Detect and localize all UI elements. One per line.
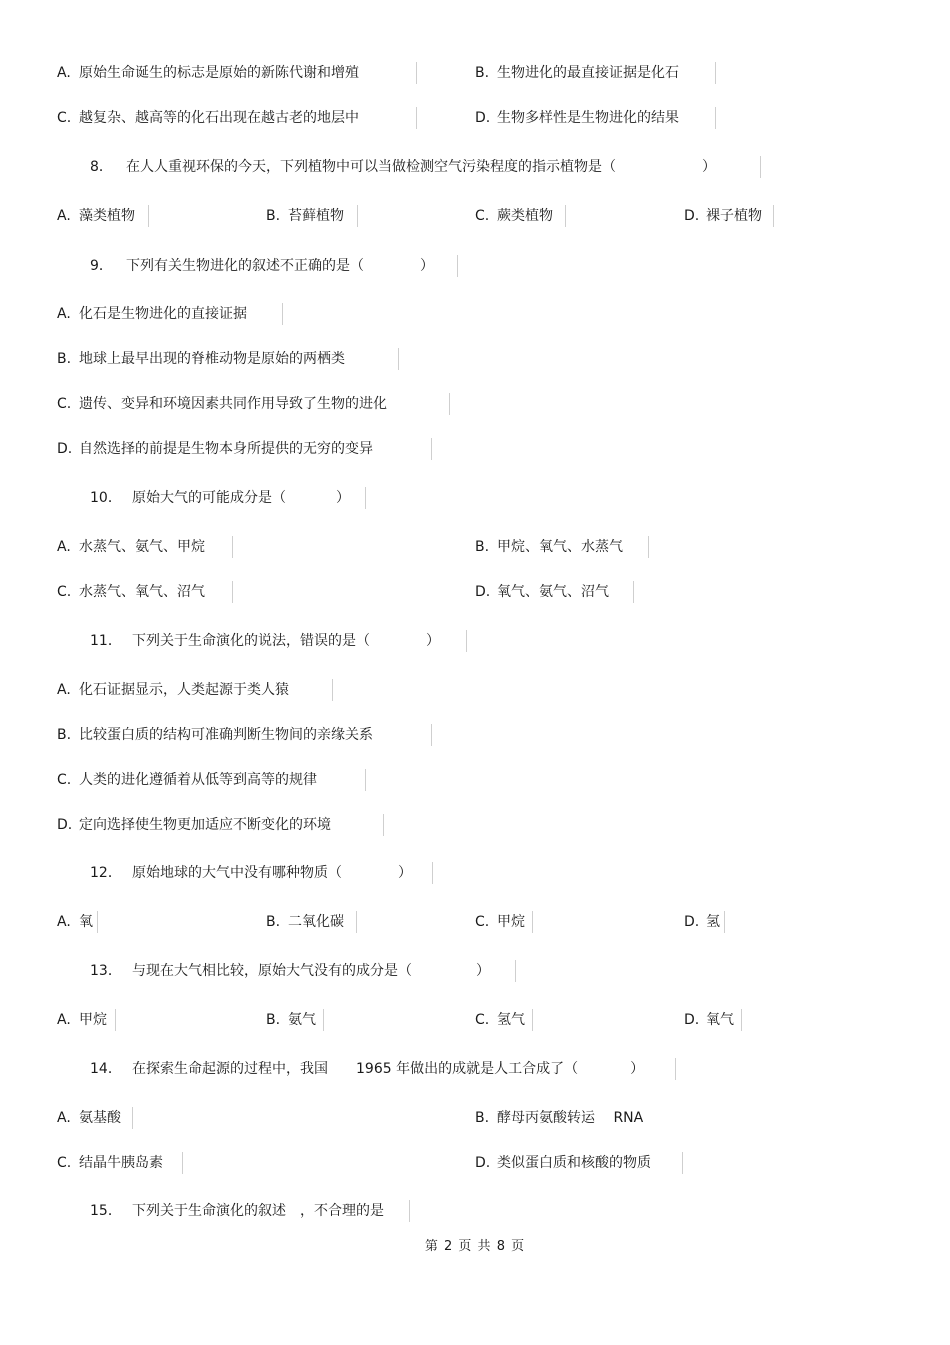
answer-paren: ） [630, 1061, 645, 1077]
option-text: 氧气 [706, 1012, 734, 1028]
option-text: 遗传、变异和环境因素共同作用导致了生物的进化 [79, 396, 387, 412]
question-12 [90, 863, 412, 883]
question-number: 15． [90, 1203, 122, 1219]
q9-option-b [57, 349, 345, 369]
answer-paren: ） [398, 865, 412, 881]
option-letter: C. [57, 396, 72, 412]
field-divider [532, 911, 533, 933]
q10-option-b [475, 537, 623, 557]
option-text: 蕨类植物 [497, 208, 553, 224]
field-divider [398, 348, 399, 370]
question-text: 下列关于生命演化的叙述 ，不合理的是 [132, 1203, 384, 1219]
option-letter: A. [57, 65, 71, 81]
option-letter: C. [475, 1012, 490, 1028]
q11-option-b [57, 725, 373, 745]
option-letter: A. [57, 682, 71, 698]
option-letter: A. [57, 914, 71, 930]
option-letter: A. [57, 539, 71, 555]
q10-option-a [57, 537, 205, 557]
answer-paren: ） [702, 159, 716, 175]
answer-paren: ） [336, 490, 350, 506]
option-letter: B. [57, 351, 72, 367]
question-text: 下列关于生命演化的说法，错误的是（ [132, 633, 370, 649]
question-15 [90, 1201, 384, 1221]
field-divider [282, 303, 283, 325]
option-letter: A. [57, 1110, 71, 1126]
question-9 [90, 256, 434, 276]
question-10 [90, 488, 350, 508]
option-letter: C. [57, 110, 72, 126]
option-text: 越复杂、越高等的化石出现在越古老的地层中 [79, 110, 359, 126]
q7-option-b [475, 63, 679, 83]
option-letter: A. [57, 1012, 71, 1028]
question-text: 与现在大气相比较，原始大气没有的成分是（ [132, 963, 412, 979]
field-divider [182, 1152, 183, 1174]
field-divider [232, 536, 233, 558]
option-letter: B. [57, 727, 72, 743]
question-13 [90, 961, 490, 981]
option-text: 酵母丙氨酸转运 RNA [497, 1110, 644, 1126]
field-divider [648, 536, 649, 558]
option-letter: D. [684, 1012, 700, 1028]
option-letter: B. [266, 914, 281, 930]
field-divider [682, 1152, 683, 1174]
option-text: 类似蛋白质和核酸的物质 [497, 1155, 651, 1171]
q13-option-d [684, 1010, 734, 1030]
question-text: 在人人重视环保的今天，下列植物中可以当做检测空气污染程度的指示植物是（ [126, 159, 616, 175]
option-letter: B. [266, 1012, 281, 1028]
q7-option-c [57, 108, 359, 128]
field-divider [148, 205, 149, 227]
field-divider [323, 1009, 324, 1031]
field-divider [332, 679, 333, 701]
q12-option-d [684, 912, 720, 932]
page-footer: 第 2 页 共 8 页 [424, 1239, 526, 1254]
q8-option-d [684, 206, 762, 226]
option-text: 氧气、氨气、沼气 [497, 584, 609, 600]
question-14 [90, 1059, 644, 1079]
q14-option-b [475, 1108, 643, 1128]
q14-option-a [57, 1108, 121, 1128]
question-text: 原始地球的大气中没有哪种物质（ [132, 865, 342, 881]
q13-option-a [57, 1010, 107, 1030]
option-text: 化石证据显示，人类起源于类人猿 [79, 682, 289, 698]
field-divider [431, 438, 432, 460]
q13-option-c [475, 1010, 525, 1030]
question-number: 10． [90, 490, 122, 506]
field-divider [633, 581, 634, 603]
question-8 [90, 157, 716, 177]
option-letter: B. [475, 539, 490, 555]
q10-option-d [475, 582, 609, 602]
option-text: 水蒸气、氨气、甲烷 [79, 539, 205, 555]
field-divider [773, 205, 774, 227]
field-divider [365, 487, 366, 509]
option-letter: C. [475, 914, 490, 930]
option-text: 甲烷、氧气、水蒸气 [497, 539, 623, 555]
option-text: 二氧化碳 [288, 914, 344, 930]
field-divider [431, 724, 432, 746]
option-letter: C. [57, 772, 72, 788]
q14-option-d [475, 1153, 651, 1173]
option-letter: C. [57, 1155, 72, 1171]
option-letter: A. [57, 208, 71, 224]
field-divider [741, 1009, 742, 1031]
option-text: 结晶牛胰岛素 [79, 1155, 163, 1171]
option-text: 氨基酸 [79, 1110, 121, 1126]
q8-option-c [475, 206, 553, 226]
field-divider [532, 1009, 533, 1031]
question-number: 8． [90, 159, 113, 175]
field-divider [449, 393, 450, 415]
field-divider [356, 911, 357, 933]
option-text: 裸子植物 [706, 208, 762, 224]
field-divider [416, 62, 417, 84]
field-divider [97, 911, 98, 933]
q13-option-b [266, 1010, 316, 1030]
option-text: 苔藓植物 [288, 208, 344, 224]
q12-option-b [266, 912, 344, 932]
question-number: 11． [90, 633, 122, 649]
option-letter: D. [684, 208, 700, 224]
q8-option-a [57, 206, 135, 226]
field-divider [715, 107, 716, 129]
option-text: 甲烷 [497, 914, 525, 930]
option-text: 氢 [706, 914, 720, 930]
question-number: 12． [90, 865, 122, 881]
field-divider [232, 581, 233, 603]
field-divider [365, 769, 366, 791]
option-letter: B. [475, 1110, 490, 1126]
question-number: 14． [90, 1061, 122, 1077]
q11-option-d [57, 815, 331, 835]
field-divider [416, 107, 417, 129]
option-text: 氨气 [288, 1012, 316, 1028]
field-divider [466, 630, 467, 652]
option-text: 人类的进化遵循着从低等到高等的规律 [79, 772, 317, 788]
question-text: 下列有关生物进化的叙述不正确的是（ [126, 258, 364, 274]
field-divider [675, 1058, 676, 1080]
option-letter: A. [57, 306, 71, 322]
question-number: 9． [90, 258, 113, 274]
option-letter: B. [266, 208, 281, 224]
question-number: 13． [90, 963, 122, 979]
field-divider [565, 205, 566, 227]
q7-option-a [57, 63, 359, 83]
option-letter: D. [684, 914, 700, 930]
question-text: 在探索生命起源的过程中，我国 1965 年做出的成就是人工合成了（ [132, 1061, 579, 1077]
option-letter: D. [475, 584, 491, 600]
field-divider [457, 255, 458, 277]
option-text: 定向选择使生物更加适应不断变化的环境 [79, 817, 331, 833]
field-divider [515, 960, 516, 982]
q9-option-c [57, 394, 387, 414]
field-divider [383, 814, 384, 836]
q10-option-c [57, 582, 205, 602]
q12-option-c [475, 912, 525, 932]
q9-option-a [57, 304, 247, 324]
field-divider [432, 862, 433, 884]
field-divider [715, 62, 716, 84]
option-letter: D. [57, 441, 73, 457]
field-divider [132, 1107, 133, 1129]
option-text: 甲烷 [79, 1012, 107, 1028]
option-text: 自然选择的前提是生物本身所提供的无穷的变异 [79, 441, 373, 457]
question-11 [90, 631, 440, 651]
field-divider [724, 911, 725, 933]
q9-option-d [57, 439, 373, 459]
option-text: 原始生命诞生的标志是原始的新陈代谢和增殖 [79, 65, 359, 81]
field-divider [357, 205, 358, 227]
option-text: 地球上最早出现的脊椎动物是原始的两栖类 [79, 351, 345, 367]
answer-paren: ） [420, 258, 434, 274]
q12-option-a [57, 912, 93, 932]
q11-option-a [57, 680, 289, 700]
option-letter: C. [475, 208, 490, 224]
option-text: 水蒸气、氧气、沼气 [79, 584, 205, 600]
option-text: 生物进化的最直接证据是化石 [497, 65, 679, 81]
q11-option-c [57, 770, 317, 790]
option-letter: D. [475, 110, 491, 126]
option-text: 氧 [79, 914, 93, 930]
q8-option-b [266, 206, 344, 226]
option-text: 藻类植物 [79, 208, 135, 224]
option-text: 生物多样性是生物进化的结果 [497, 110, 679, 126]
option-letter: D. [57, 817, 73, 833]
field-divider [409, 1200, 410, 1222]
option-text: 化石是生物进化的直接证据 [79, 306, 247, 322]
option-letter: C. [57, 584, 72, 600]
question-text: 原始大气的可能成分是（ [132, 490, 286, 506]
q14-option-c [57, 1153, 163, 1173]
answer-paren: ） [426, 633, 440, 649]
option-letter: B. [475, 65, 490, 81]
answer-paren: ） [476, 963, 490, 979]
option-letter: D. [475, 1155, 491, 1171]
option-text: 氢气 [497, 1012, 525, 1028]
option-text: 比较蛋白质的结构可准确判断生物间的亲缘关系 [79, 727, 373, 743]
field-divider [760, 156, 761, 178]
field-divider [115, 1009, 116, 1031]
q7-option-d [475, 108, 679, 128]
